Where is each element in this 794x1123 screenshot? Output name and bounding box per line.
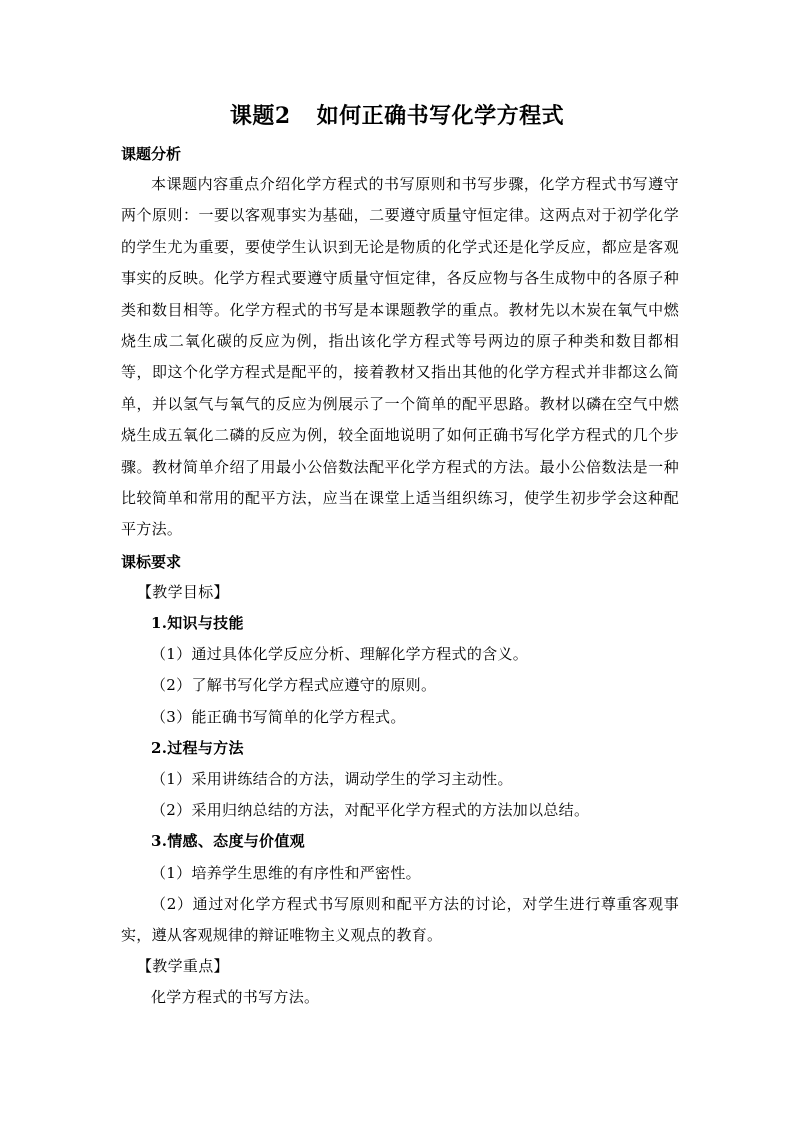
- page-title: [0, 101, 794, 131]
- key-points-text: 化学方程式的书写方法。: [151, 988, 320, 1007]
- title-lesson-name: 如何正确书写化学方程式: [316, 103, 565, 129]
- document-body: [121, 140, 679, 1014]
- knowledge-heading: 1.知识与技能: [151, 614, 244, 633]
- process-item: （1）采用讲练结合的方法，调动学生的学习主动性。: [151, 770, 513, 788]
- emotion-item: （1）培养学生思维的有序性和严密性。: [151, 863, 421, 882]
- analysis-paragraph: 本课题内容重点介绍化学方程式的书写原则和书写步骤，化学方程式书写遵守两个原则：一要以客观事实为基础，二要遵守质量守恒定律。这两点对于初学化学的学生尤为重要，要使学生认识到无论是物质的化学式还是化学反应，都应是客观事实的反映。化学方程式要遵守质量守恒定律，各反应物与各生成物中的各原子种类和数目相等。化学方程式的书写是本课题教学的重点。教材先以木炭在氧气中燃烧生成二氧化碳的反应为例，指出该化学方程式等号两边的原子种类和数目都相等，即这个化学方程式是配平的，接着教材又指出其他的化学方程式并非都这么简单，并以氢气与氧气的反应为例展示了一个简单的配平思路。教材以磷在空气中燃烧生成五氧化二磷的反应为例，较全面地说明了如何正确书写化学方程式的几个步骤。教材简单介绍了用最小公倍数法配平化学方程式的方法。最小公倍数法是一种比较简单和常用的配平方法，应当在课堂上适当组织练习，使学生初步学会这种配平方法。: [121, 175, 679, 539]
- section-heading-analysis: 课题分析: [121, 145, 182, 163]
- emotion-heading: 3.情感、态度与价值观: [151, 832, 305, 851]
- key-points-label: 【教学重点】: [137, 957, 229, 976]
- knowledge-item: （3）能正确书写简单的化学方程式。: [151, 707, 406, 726]
- objectives-label: 【教学目标】: [137, 582, 229, 601]
- emotion-item: （2）通过对化学方程式书写原则和配平方法的讨论，对学生进行尊重客观事实，遵从客观规律的辩证唯物主义观点的教育。: [121, 894, 679, 944]
- knowledge-item: （1）通过具体化学反应分析、理解化学方程式的含义。: [151, 645, 529, 664]
- section-heading-standards: 课标要求: [121, 552, 182, 571]
- title-lesson-number: 课题2: [229, 103, 291, 129]
- process-item: （2）采用归纳总结的方法，对配平化学方程式的方法加以总结。: [151, 801, 590, 820]
- process-heading: 2.过程与方法: [151, 738, 244, 757]
- knowledge-item: （2）了解书写化学方程式应遵守的原则。: [151, 676, 437, 695]
